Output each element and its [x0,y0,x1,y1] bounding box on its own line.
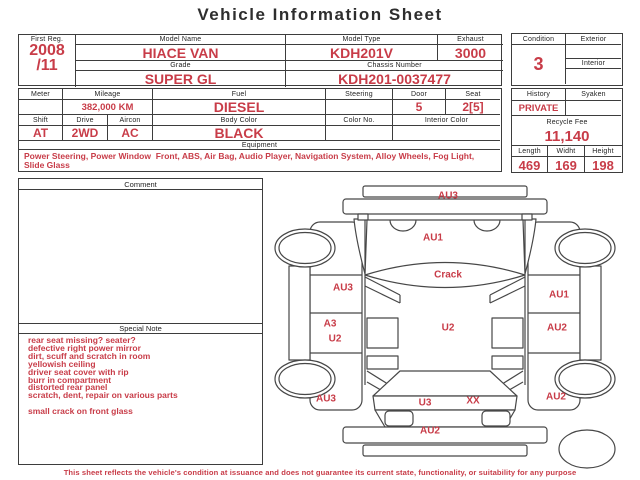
steering-value [326,100,393,115]
width-value: 169 [548,157,585,173]
damage-marker-crack: Crack [434,269,462,281]
exterior-value [566,45,621,59]
car-diagram [270,178,640,470]
aircon-label: Aircon [108,115,153,126]
special-note-header: Special Note [19,323,262,334]
model-type-label: Model Type [286,35,438,45]
body-color-label: Body Color [153,115,326,126]
model-name-value: HIACE VAN [76,45,286,61]
model-type-value: KDH201V [286,45,438,61]
history-label: History [512,89,566,101]
fuel-value: DIESEL [153,100,326,115]
first-reg-label: First Reg. [30,36,64,43]
seat-label: Seat [446,89,500,100]
interior-label: Interior [566,59,621,69]
condition-value: 3 [512,45,566,84]
damage-marker-au1: AU1 [422,232,444,244]
special-note-line: scratch, dent, repair on various parts [28,390,178,401]
comment-area [19,190,262,323]
recycle-fee-cell [512,116,622,146]
special-note-lines [19,334,262,464]
syaken-value [566,101,621,116]
drive-value: 2WD [63,126,108,141]
recycle-fee-label: Recycle Fee [546,118,588,126]
length-value: 469 [512,157,548,173]
damage-marker-au3: AU3 [315,393,337,405]
special-note-line: driver seat cover with rip [28,366,129,377]
special-note-line: rear seat missing? seater? [28,335,136,345]
special-note-line: burr in compartment [28,374,112,385]
special-note-line: yellowish ceiling [28,358,96,369]
comment-header: Comment [19,179,262,190]
damage-markers [270,178,640,470]
interior-color-value [393,126,500,141]
first-reg-month: /11 [36,57,58,74]
specs-table [18,88,502,172]
special-note-line: defective right power mirror [28,342,141,353]
history-table [511,88,623,173]
history-value: PRIVATE [512,101,566,116]
grade-value: SUPER GL [76,71,286,87]
width-label: Widht [548,146,585,157]
height-value: 198 [592,157,614,173]
first-reg-year: 2008 [29,42,65,59]
exhaust-label: Exhaust [438,35,503,45]
first-reg-cell [19,35,76,87]
disclaimer: This sheet reflects the vehicle's condition at issuance and does not guarantee its current state, functionality, or suitability for any purpose [63,468,577,477]
damage-marker-au1: AU1 [548,289,570,301]
damage-marker-au2: AU2 [546,322,568,334]
equipment-value: Power Steering, Power Window Front, ABS, Air Bag, Audio Player, Navigation System, Alloy Wheels, Fog Light, Slide Glass [24,151,477,170]
condition-label: Condition [512,34,566,45]
door-label: Door [393,89,446,100]
special-note-line: dirt, scuff and scratch in room [28,350,151,361]
header-table [18,34,502,86]
shift-value: AT [19,126,63,141]
damage-marker-u2: U2 [441,322,455,334]
equipment-label: Equipment [19,141,500,150]
damage-marker-au3: AU3 [332,282,354,294]
drive-label: Drive [63,115,108,126]
exterior-label: Exterior [566,34,621,45]
aircon-value: AC [108,126,153,141]
body-color-value: BLACK [153,126,326,141]
damage-marker-xx: XX [466,395,480,407]
length-label: Length [512,146,548,157]
meter-label: Meter [19,89,63,100]
color-no-value [326,126,393,141]
damage-marker-u3: U3 [418,397,432,409]
mileage-label: Mileage [63,89,153,100]
special-note-line: small crack on front glass [28,406,133,417]
model-name-label: Model Name [76,35,286,45]
damage-marker-u2: U2 [328,333,342,345]
page-title: Vehicle Information Sheet [197,5,443,24]
door-value: 5 [393,100,446,115]
height-label: Height [585,146,621,157]
exhaust-value: 3000 [438,45,503,61]
shift-label: Shift [19,115,63,126]
damage-marker-a3: A3 [323,318,337,330]
damage-marker-au2: AU2 [545,391,567,403]
recycle-fee-value: 11,140 [544,128,590,145]
meter-value [19,100,63,115]
grade-label: Grade [76,61,286,71]
fuel-label: Fuel [153,89,326,100]
chassis-number-value: KDH201-0037477 [338,71,451,87]
steering-label: Steering [326,89,393,100]
special-note-line: distorted rear panel [28,382,108,393]
damage-marker-au3: AU3 [437,190,459,202]
comment-box [18,178,263,465]
chassis-number-label: Chassis Number [286,61,503,71]
color-no-label: Color No. [326,115,393,126]
interior-value [566,69,621,84]
mileage-value: 382,000 KM [63,100,153,115]
seat-value: 2[5] [446,100,500,115]
syaken-label: Syaken [566,89,621,101]
interior-color-label: Interior Color [393,115,500,126]
damage-marker-au2: AU2 [419,425,441,437]
condition-table [511,33,623,86]
